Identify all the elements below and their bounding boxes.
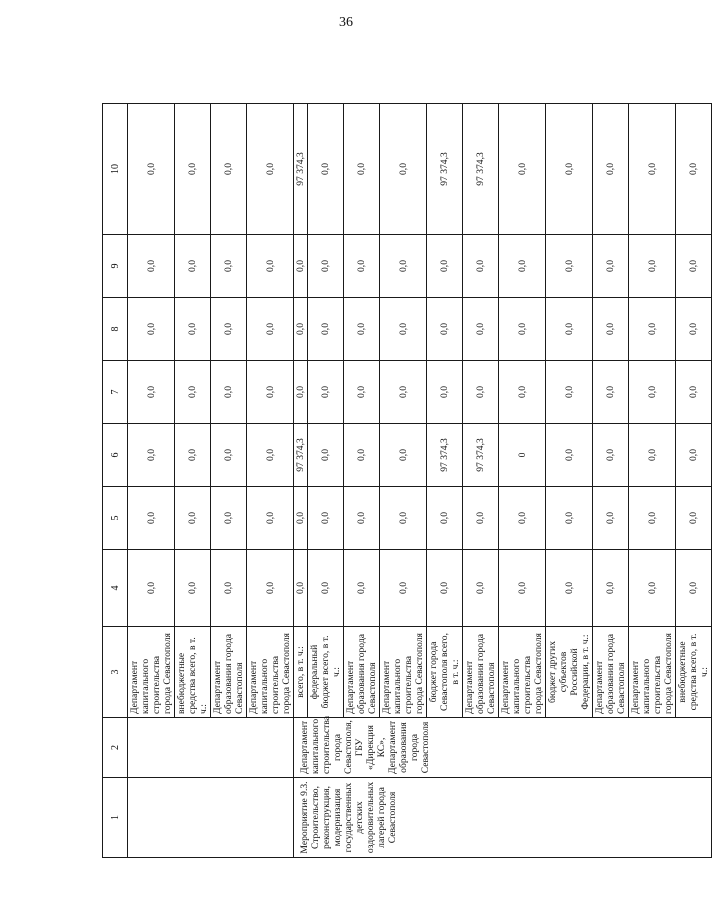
- table-cell: 0,0: [629, 298, 676, 361]
- table-cell: 0,0: [294, 235, 308, 298]
- col-header: 9: [103, 235, 128, 298]
- table-cell: 0,0: [546, 487, 593, 550]
- table-cell: 0,0: [463, 298, 499, 361]
- table-cell: 0,0: [128, 550, 175, 627]
- row-label: Департамент образования города Севастополя: [344, 627, 380, 718]
- table-cell: 0,0: [247, 104, 294, 235]
- table-cell: 0,0: [427, 298, 463, 361]
- table-cell: 0,0: [344, 487, 380, 550]
- row-label: Департамент капитального строительства города Севастополя: [499, 627, 546, 718]
- table-cell: 0,0: [676, 298, 712, 361]
- table-cell: 0,0: [308, 424, 344, 487]
- table-cell: 0,0: [247, 361, 294, 424]
- table-cell: 0,0: [308, 361, 344, 424]
- row-label: всего, в т. ч.:: [294, 627, 308, 718]
- row-label: федеральный бюджет всего, в т. ч.:: [308, 627, 344, 718]
- col-header: 10: [103, 104, 128, 235]
- col-header: 8: [103, 298, 128, 361]
- table-cell: 0,0: [380, 424, 427, 487]
- table-cell: 0,0: [593, 424, 629, 487]
- row-label: Департамент образования города Севастополя: [463, 627, 499, 718]
- header-row: [103, 104, 128, 858]
- col-header: 3: [103, 627, 128, 718]
- prev-executor-cell: [128, 718, 294, 778]
- measure-title: Мероприятие 9.3. Строительство, реконструкция, модернизация государственных детских оздоровительных лагерей города Севастополя: [294, 778, 712, 858]
- row-label: внебюджетные средства всего, в т. ч.:: [175, 627, 211, 718]
- table-cell: 0,0: [294, 487, 308, 550]
- table-cell: 0,0: [211, 104, 247, 235]
- table-row: [294, 104, 308, 858]
- table-cell: 0,0: [175, 424, 211, 487]
- table-cell: 0,0: [380, 298, 427, 361]
- table-cell: 0,0: [247, 235, 294, 298]
- col-header: 1: [103, 778, 128, 858]
- table-cell: 0,0: [463, 361, 499, 424]
- table-cell: 0,0: [629, 550, 676, 627]
- table-cell: 0,0: [676, 487, 712, 550]
- table-cell: 0,0: [593, 298, 629, 361]
- table-cell: 0,0: [463, 550, 499, 627]
- table-cell: 0,0: [308, 104, 344, 235]
- table-cell: 0,0: [175, 104, 211, 235]
- table-cell: 0,0: [676, 235, 712, 298]
- table-cell: 0,0: [128, 235, 175, 298]
- table-cell: 0,0: [629, 487, 676, 550]
- table-cell: 0,0: [593, 550, 629, 627]
- table-cell: 0,0: [629, 235, 676, 298]
- table-cell: 97 374,3: [294, 424, 308, 487]
- table-cell: 0,0: [546, 550, 593, 627]
- table-cell: 0,0: [308, 550, 344, 627]
- table-cell: 0,0: [593, 487, 629, 550]
- table-cell: 0,0: [175, 298, 211, 361]
- row-label: Департамент капитального строительства города Севастополя: [629, 627, 676, 718]
- col-header: 2: [103, 718, 128, 778]
- table-cell: 0,0: [128, 424, 175, 487]
- table-cell: 0,0: [676, 104, 712, 235]
- col-header: 5: [103, 487, 128, 550]
- table-cell: 0,0: [499, 298, 546, 361]
- table-cell: 0,0: [128, 104, 175, 235]
- table-cell: 0,0: [211, 298, 247, 361]
- table-row: [128, 104, 175, 858]
- table-cell: 0,0: [629, 104, 676, 235]
- table-cell: 0,0: [128, 487, 175, 550]
- table-cell: 0,0: [380, 550, 427, 627]
- table-cell: 0,0: [380, 361, 427, 424]
- table-cell: 0,0: [593, 104, 629, 235]
- table-cell: 97 374,3: [463, 424, 499, 487]
- table-cell: 0,0: [175, 361, 211, 424]
- row-label: Департамент капитального строительства города Севастополя: [380, 627, 427, 718]
- table-cell: 0,0: [344, 361, 380, 424]
- table-cell: 0,0: [175, 235, 211, 298]
- table-cell: 0,0: [344, 298, 380, 361]
- table-cell: 0,0: [308, 487, 344, 550]
- table-cell: 0,0: [593, 361, 629, 424]
- table-cell: 0,0: [128, 361, 175, 424]
- table-cell: 0,0: [128, 298, 175, 361]
- table-cell: 0,0: [308, 235, 344, 298]
- col-header: 6: [103, 424, 128, 487]
- table-cell: 97 374,3: [427, 424, 463, 487]
- table-cell: 0,0: [380, 235, 427, 298]
- table-cell: 0,0: [546, 361, 593, 424]
- table-cell: 0,0: [499, 235, 546, 298]
- table-cell: 0,0: [211, 424, 247, 487]
- table-cell: 0,0: [211, 361, 247, 424]
- table-cell: 0,0: [247, 298, 294, 361]
- row-label: бюджет других субъектов Российской Федерации, в т. ч.:: [546, 627, 593, 718]
- table-cell: 97 374,3: [427, 104, 463, 235]
- table-cell: 0,0: [175, 487, 211, 550]
- table-cell: 0,0: [427, 235, 463, 298]
- table-cell: 0,0: [294, 361, 308, 424]
- rotated-table-container: [102, 104, 710, 858]
- page-number: 36: [339, 15, 353, 30]
- budget-table: [102, 103, 712, 858]
- table-cell: 0,0: [308, 298, 344, 361]
- table-cell: 97 374,3: [463, 104, 499, 235]
- table-cell: 0,0: [546, 298, 593, 361]
- table-cell: 0,0: [629, 361, 676, 424]
- table-cell: 0,0: [463, 235, 499, 298]
- col-header: 7: [103, 361, 128, 424]
- table-cell: 0,0: [546, 104, 593, 235]
- table-cell: 0,0: [499, 487, 546, 550]
- table-cell: 0,0: [247, 424, 294, 487]
- table-cell: 0,0: [344, 235, 380, 298]
- prev-measure-cell: [128, 778, 294, 858]
- table-cell: 0: [499, 424, 546, 487]
- table-cell: 0,0: [344, 104, 380, 235]
- row-label: внебюджетные средства всего, в т. ч.:: [676, 627, 712, 718]
- row-label: Департамент образования города Севастополя: [211, 627, 247, 718]
- table-cell: 0,0: [676, 361, 712, 424]
- row-label: Департамент образования города Севастополя: [593, 627, 629, 718]
- table-cell: 0,0: [499, 104, 546, 235]
- table-cell: 0,0: [499, 550, 546, 627]
- table-cell: 0,0: [499, 361, 546, 424]
- table-cell: 0,0: [344, 424, 380, 487]
- table-cell: 0,0: [380, 487, 427, 550]
- table-cell: 0,0: [546, 235, 593, 298]
- table-cell: 0,0: [247, 550, 294, 627]
- table-cell: 0,0: [427, 361, 463, 424]
- table-cell: 0,0: [380, 104, 427, 235]
- table-cell: 0,0: [676, 424, 712, 487]
- row-label: бюджет города Севастополя всего, в т. ч.:: [427, 627, 463, 718]
- table-cell: 0,0: [211, 550, 247, 627]
- table-cell: 0,0: [676, 550, 712, 627]
- table-cell: 97 374,3: [294, 104, 308, 235]
- executors: Департамент капитального строительства города Севастополя, ГБУ «Дирекция КС», Департамент образования города Севастополя: [294, 718, 712, 778]
- table-cell: 0,0: [211, 487, 247, 550]
- table-cell: 0,0: [629, 424, 676, 487]
- col-header: 4: [103, 550, 128, 627]
- table-cell: 0,0: [175, 550, 211, 627]
- table-cell: 0,0: [211, 235, 247, 298]
- table-cell: 0,0: [427, 487, 463, 550]
- table-cell: 0,0: [247, 487, 294, 550]
- table-cell: 0,0: [344, 550, 380, 627]
- table-cell: 0,0: [593, 235, 629, 298]
- table-cell: 0,0: [463, 487, 499, 550]
- row-label: Департамент капитального строительства города Севастополя: [128, 627, 175, 718]
- table-cell: 0,0: [294, 550, 308, 627]
- table-cell: 0,0: [427, 550, 463, 627]
- table-cell: 0,0: [546, 424, 593, 487]
- table-cell: 0,0: [294, 298, 308, 361]
- row-label: Департамент капитального строительства города Севастополя: [247, 627, 294, 718]
